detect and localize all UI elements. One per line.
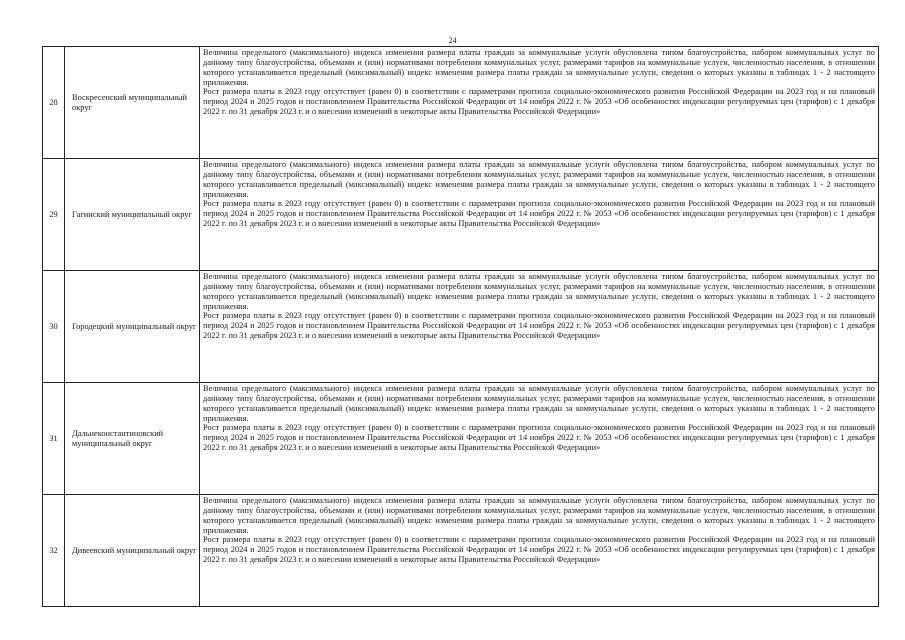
justification-paragraph-growth: Рост размера платы в 2023 году отсутствует (равен 0) в соответствии с параметрами прогноза социально-экономического развития Российской Федерации на 2023 год и на плановый период 2024 и 2025 годов и постановлением Правительства Российской Федерации от 14 ноября 2022 г. № 2053 «Об особенностях индексации регулируемых цен (тарифов) с 1 декабря 2022 г. по 31 декабря 2023 г. и о внесении изменений в некоторые акты Правительства Российской Федерации» [203,535,875,565]
row-number: 28 [43,47,65,159]
justification-cell [200,159,879,271]
table-row [43,47,879,159]
table-row [43,495,879,607]
municipality-name: Городецкий муниципальный округ [65,271,200,383]
municipality-name: Дивеевский муниципальный округ [65,495,200,607]
row-number: 32 [43,495,65,607]
municipality-name: Дальнеконстантиновский муниципальный округ [65,383,200,495]
justification-paragraph-growth: Рост размера платы в 2023 году отсутствует (равен 0) в соответствии с параметрами прогноза социально-экономического развития Российской Федерации на 2023 год и на плановый период 2024 и 2025 годов и постановлением Правительства Российской Федерации от 14 ноября 2022 г. № 2053 «Об особенностях индексации регулируемых цен (тарифов) с 1 декабря 2022 г. по 31 декабря 2023 г. и о внесении изменений в некоторые акты Правительства Российской Федерации» [203,423,875,453]
justification-cell [200,495,879,607]
justification-paragraph-index: Величина предельного (максимального) индекса изменения размера платы граждан за коммунальные услуги обусловлена типом благоустройства, набором коммунальных услуг по данному типу благоустройства, объемами и (или) нормативами потребления коммунальных услуг, размерами тарифов на коммунальные услуги, численностью населения, в отношении которого устанавливается предельный (максимальный) индекс изменения размера платы граждан за коммунальные услуги, сведения о которых указаны в таблицах 1 - 2 настоящего приложения. [203,384,875,423]
row-number: 30 [43,271,65,383]
table-row [43,159,879,271]
row-number: 29 [43,159,65,271]
page-number: 24 [448,36,457,45]
municipality-name: Воскресенский муниципальный округ [65,47,200,159]
justification-paragraph-growth: Рост размера платы в 2023 году отсутствует (равен 0) в соответствии с параметрами прогноза социально-экономического развития Российской Федерации на 2023 год и на плановый период 2024 и 2025 годов и постановлением Правительства Российской Федерации от 14 ноября 2022 г. № 2053 «Об особенностях индексации регулируемых цен (тарифов) с 1 декабря 2022 г. по 31 декабря 2023 г. и о внесении изменений в некоторые акты Правительства Российской Федерации» [203,199,875,229]
justification-paragraph-index: Величина предельного (максимального) индекса изменения размера платы граждан за коммунальные услуги обусловлена типом благоустройства, набором коммунальных услуг по данному типу благоустройства, объемами и (или) нормативами потребления коммунальных услуг, размерами тарифов на коммунальные услуги, численностью населения, в отношении которого устанавливается предельный (максимальный) индекс изменения размера платы граждан за коммунальные услуги, сведения о которых указаны в таблицах 1 - 2 настоящего приложения. [203,272,875,311]
row-number: 31 [43,383,65,495]
justification-cell [200,47,879,159]
municipality-name: Гагинский муниципальный округ [65,159,200,271]
justification-paragraph-growth: Рост размера платы в 2023 году отсутствует (равен 0) в соответствии с параметрами прогноза социально-экономического развития Российской Федерации на 2023 год и на плановый период 2024 и 2025 годов и постановлением Правительства Российской Федерации от 14 ноября 2022 г. № 2053 «Об особенностях индексации регулируемых цен (тарифов) с 1 декабря 2022 г. по 31 декабря 2023 г. и о внесении изменений в некоторые акты Правительства Российской Федерации» [203,311,875,341]
municipality-table [42,46,879,607]
justification-paragraph-index: Величина предельного (максимального) индекса изменения размера платы граждан за коммунальные услуги обусловлена типом благоустройства, набором коммунальных услуг по данному типу благоустройства, объемами и (или) нормативами потребления коммунальных услуг, размерами тарифов на коммунальные услуги, численностью населения, в отношении которого устанавливается предельный (максимальный) индекс изменения размера платы граждан за коммунальные услуги, сведения о которых указаны в таблицах 1 - 2 настоящего приложения. [203,48,875,87]
justification-paragraph-index: Величина предельного (максимального) индекса изменения размера платы граждан за коммунальные услуги обусловлена типом благоустройства, набором коммунальных услуг по данному типу благоустройства, объемами и (или) нормативами потребления коммунальных услуг, размерами тарифов на коммунальные услуги, численностью населения, в отношении которого устанавливается предельный (максимальный) индекс изменения размера платы граждан за коммунальные услуги, сведения о которых указаны в таблицах 1 - 2 настоящего приложения. [203,496,875,535]
justification-cell [200,383,879,495]
table-row [43,383,879,495]
justification-paragraph-index: Величина предельного (максимального) индекса изменения размера платы граждан за коммунальные услуги обусловлена типом благоустройства, набором коммунальных услуг по данному типу благоустройства, объемами и (или) нормативами потребления коммунальных услуг, размерами тарифов на коммунальные услуги, численностью населения, в отношении которого устанавливается предельный (максимальный) индекс изменения размера платы граждан за коммунальные услуги, сведения о которых указаны в таблицах 1 - 2 настоящего приложения. [203,160,875,199]
table-row [43,271,879,383]
justification-paragraph-growth: Рост размера платы в 2023 году отсутствует (равен 0) в соответствии с параметрами прогноза социально-экономического развития Российской Федерации на 2023 год и на плановый период 2024 и 2025 годов и постановлением Правительства Российской Федерации от 14 ноября 2022 г. № 2053 «Об особенностях индексации регулируемых цен (тарифов) с 1 декабря 2022 г. по 31 декабря 2023 г. и о внесении изменений в некоторые акты Правительства Российской Федерации» [203,87,875,117]
justification-cell [200,271,879,383]
